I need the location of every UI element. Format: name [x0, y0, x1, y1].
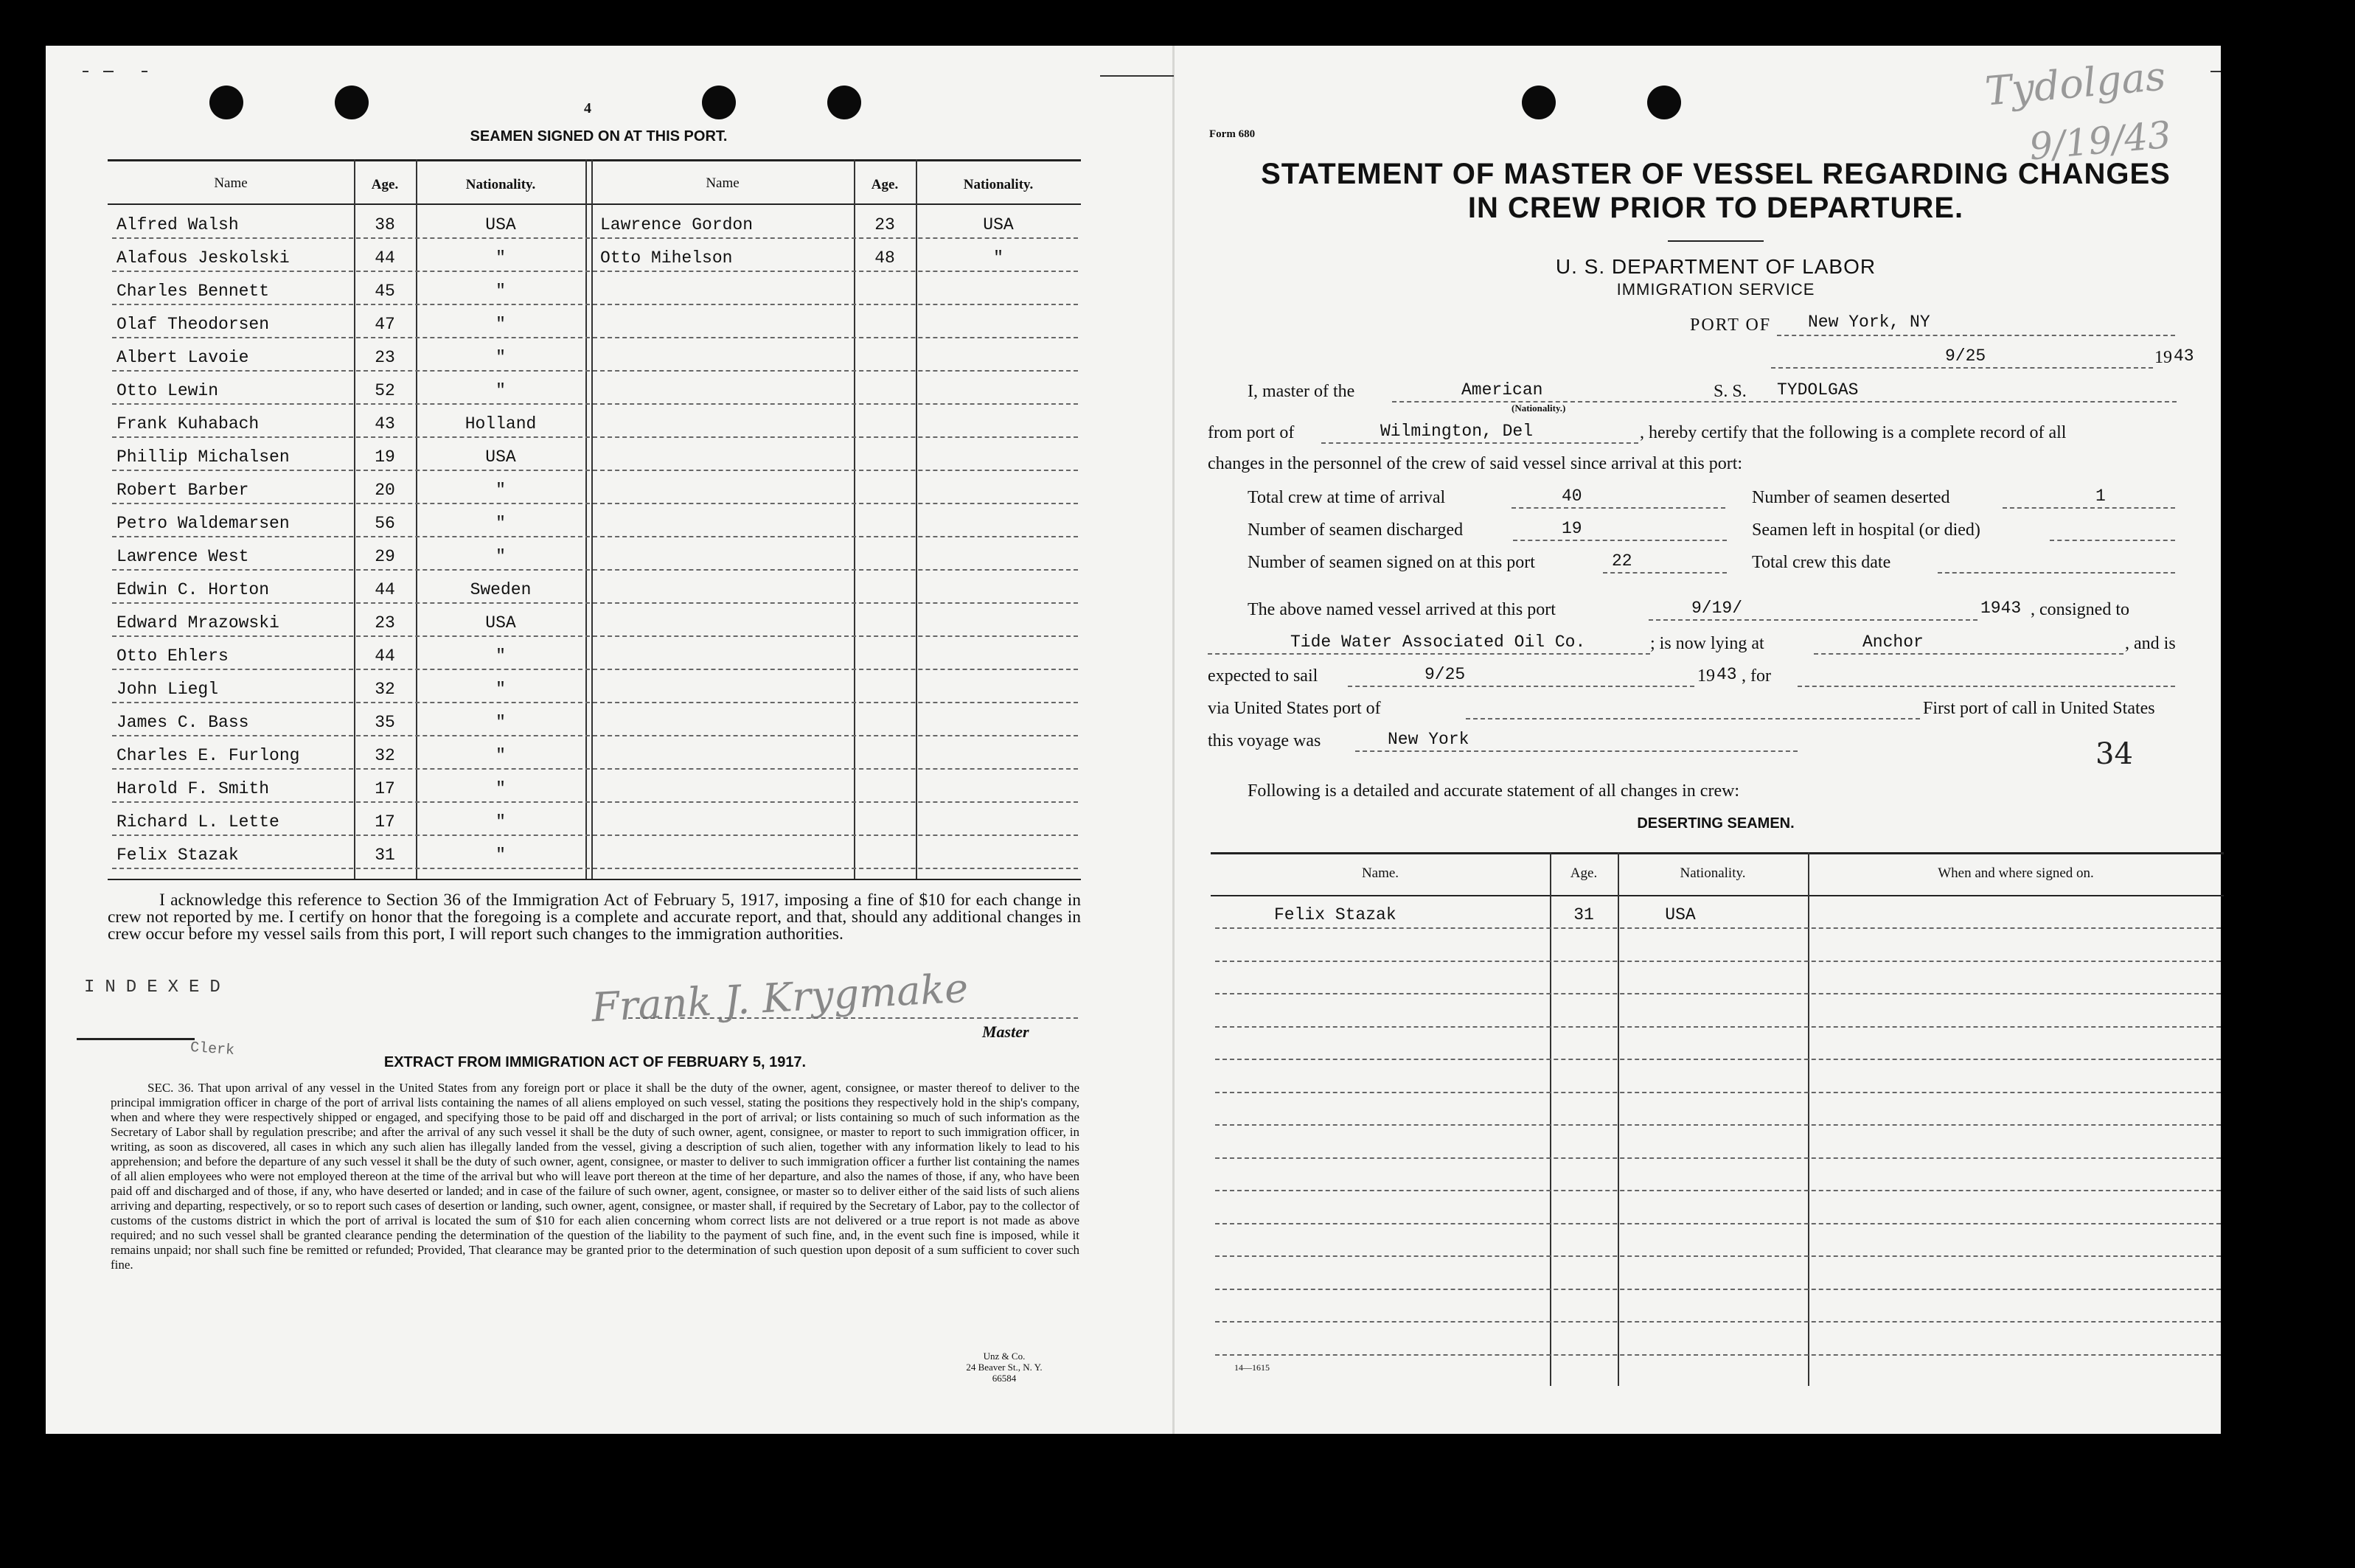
crew-age: 17 [375, 812, 395, 832]
crew-nationality: USA [485, 215, 516, 234]
table-header-rule [108, 203, 1081, 205]
margin-mark [2210, 71, 2221, 72]
row-rule [1215, 1190, 2221, 1191]
from-port-value: Wilmington, Del [1380, 422, 1534, 441]
desert-col-name: Name. [1361, 865, 1399, 881]
voyage-value: New York [1388, 730, 1469, 749]
crew-nationality: " [495, 779, 506, 798]
crew-age: 45 [375, 282, 395, 301]
signature-line [628, 1017, 1078, 1019]
department-name: U. S. DEPARTMENT OF LABOR [1555, 255, 1876, 278]
row-rule [112, 868, 1078, 869]
crew-name: Albert Lavoie [116, 348, 249, 367]
row-rule [1215, 1124, 2221, 1126]
crew-nationality: USA [485, 613, 516, 633]
acknowledgement-text: I acknowledge this reference to Section 36 of the Immigration Act of February 5, 1917, imposing a fine of $10 for each change in crew not reported by me. I certify on honor that the foregoing is a complete and accurate report, and that, should any additional changes in crew occur before my vessel sails from this port, I will report such changes to the immigration authorities. [108, 891, 1081, 944]
deserter-name: Felix Stazak [1274, 905, 1396, 924]
deserter-nationality: USA [1665, 905, 1696, 924]
crew-nationality: " [495, 348, 506, 367]
row-rule [112, 834, 1078, 836]
page-fold [1172, 46, 1175, 1434]
crew-name: Olaf Theodorsen [116, 315, 270, 334]
port-value: New York, NY [1808, 313, 1930, 332]
row-rule [112, 271, 1078, 272]
form-code: 14—1615 [1234, 1362, 1270, 1373]
row-rule [112, 237, 1078, 239]
crew-name: John Liegl [116, 680, 219, 699]
desert-table-header-rule [1211, 895, 2224, 896]
page-number: 4 [584, 100, 591, 116]
crew-name: Charles E. Furlong [116, 746, 300, 765]
crew-name: Robert Barber [116, 481, 249, 500]
margin-mark [1100, 75, 1174, 77]
lying-label: ; is now lying at [1650, 634, 1764, 653]
margin-mark [142, 71, 147, 72]
crew-name: Petro Waldemarsen [116, 514, 290, 533]
deserting-heading: DESERTING SEAMEN. [1637, 815, 1795, 832]
crew-nationality: " [495, 812, 506, 832]
row-rule [1215, 1255, 2221, 1257]
for-label: , for [1742, 666, 1771, 686]
signed-on-value: 22 [1612, 551, 1632, 571]
first-port-label: First port of call in United States [1923, 699, 2155, 718]
crew-name: Edwin C. Horton [116, 580, 270, 599]
col-header-age: Age. [371, 177, 399, 192]
vessel-name: TYDOLGAS [1777, 380, 1859, 400]
hospital-label: Seamen left in hospital (or died) [1752, 520, 1980, 540]
signed-on-label: Number of seamen signed on at this port [1248, 553, 1535, 572]
crew-name: Alafous Jeskolski [116, 248, 290, 268]
crew-age: 47 [375, 315, 395, 334]
extract-text: SEC. 36. That upon arrival of any vessel in the United States from any foreign port or place it shall be the duty of the owner, agent, consignee, or master thereof to deliver to the principal immigration officer in charge of the port of arrival lists containing the names of all aliens employed on such vessel, stating the positions they respectively hold in the ship's company, when and where they were respectively shipped or engaged, and specifying those to be paid off and discharged in the port of arrival; or lists containing so much of such information as the Secretary of Labor shall by regulation prescribe; and after the arrival of any such vessel it shall be the duty of such owner, agent, consignee, or master to report to such immigration officer, in writing, as soon as discovered, all cases in which any such alien has illegally landed from the vessel, giving a description of such alien, together with any information likely to lead to his apprehension; and before the departure of any such vessel it shall be the duty of such owner, agent, consignee, or master to deliver to such immigration officer a further list containing the names of all alien employees who were not employed thereon at the time of the arrival but who will leave port thereon at the time of her departure, and also the names of those, if any, who have been paid off and discharged and of those, if any, who have deserted or landed; and in case of the failure of such owner, agent, consignee, or master so to deliver either of the said lists of such aliens arriving and departing, respectively, or so to report such cases of desertion or landing, such owner, agent, consignee, or master shall, if required by the Secretary of Labor, pay to the collector of customs of the customs district in which the port of arrival is located the sum of $10 for each alien concerning whom correct lists are not delivered or a true report is not made as above required; and no such vessel shall be granted clearance pending the determination of the question of the liability to the payment of such fine, and, in the event such fine is imposed, while it remains unpaid; nor shall such fine be remitted or refunded; Provided, That clearance may be granted prior to the determination of such question upon deposit of a sum sufficient to cover such fine. [111, 1081, 1079, 1272]
crew-nationality: " [495, 647, 506, 666]
crew-age: 43 [375, 414, 395, 433]
printer-imprint: Unz & Co. 24 Beaver St., N. Y. 66584 [966, 1351, 1043, 1384]
row-rule [1215, 961, 2221, 962]
row-rule [112, 304, 1078, 305]
crew-nationality: " [495, 547, 506, 566]
crew-name: Edward Mrazowski [116, 613, 279, 633]
deserter-age: 31 [1573, 905, 1594, 924]
clerk-stamp: Clerk [189, 1039, 235, 1060]
row-rule [112, 536, 1078, 537]
service-name: IMMIGRATION SERVICE [1616, 280, 1815, 299]
row-rule [112, 337, 1078, 338]
sail-year-prefix: 19 [1697, 666, 1715, 686]
crew-nationality: Holland [465, 414, 537, 433]
sail-year: 43 [1716, 665, 1737, 684]
crew-name: Felix Stazak [116, 846, 239, 865]
document-sheet [46, 46, 2221, 1434]
extract-heading: EXTRACT FROM IMMIGRATION ACT OF FEBRUARY 5, 1917. [383, 1054, 807, 1070]
sail-date: 9/25 [1425, 665, 1466, 684]
consignee: Tide Water Associated Oil Co. [1290, 633, 1586, 652]
col-header-name: Name [214, 175, 248, 191]
year-prefix: 19 [2154, 348, 2172, 367]
crew-age: 32 [375, 680, 395, 699]
nationality-caption: (Nationality.) [1512, 403, 1566, 414]
row-rule [1215, 1289, 2221, 1290]
crew-age: 44 [375, 580, 395, 599]
crew-age: 23 [375, 613, 395, 633]
row-rule [112, 635, 1078, 637]
certify-text: , hereby certify that the following is a complete record of all [1640, 423, 2067, 442]
master-prefix: I, master of the [1248, 382, 1355, 401]
arrived-date: 9/19/ [1691, 599, 1743, 618]
crew-age: 20 [375, 481, 395, 500]
arrived-label: The above named vessel arrived at this port [1248, 600, 1556, 619]
deserted-value: 1 [2095, 487, 2106, 506]
row-rule [112, 403, 1078, 405]
crew-age: 29 [375, 547, 395, 566]
row-rule [1215, 1026, 2221, 1028]
crew-nationality: " [495, 846, 506, 865]
crew-name: Otto Ehlers [116, 647, 229, 666]
row-rule [1215, 1092, 2221, 1093]
crew-name: Charles Bennett [116, 282, 270, 301]
crew-name: Frank Kuhabach [116, 414, 260, 433]
signature-caption: Master [982, 1022, 1029, 1041]
crew-name: Lawrence West [116, 547, 249, 566]
crew-nationality: " [993, 248, 1003, 268]
form-title-line1: STATEMENT OF MASTER OF VESSEL REGARDING CHANGES [1261, 158, 2171, 190]
row-rule [112, 503, 1078, 504]
corner-annotation-date: 9/19/43 [2027, 113, 2173, 169]
form-title-line2: IN CREW PRIOR TO DEPARTURE. [1467, 192, 1964, 224]
crew-age: 32 [375, 746, 395, 765]
crew-age: 38 [375, 215, 395, 234]
desert-col-signed-on: When and where signed on. [1938, 865, 2094, 881]
row-rule [112, 370, 1078, 372]
indexed-stamp: INDEXED [84, 978, 231, 997]
crew-nationality: " [495, 282, 506, 301]
crew-name: Alfred Walsh [116, 215, 239, 234]
port-label: PORT OF [1690, 316, 1772, 335]
deserted-label: Number of seamen deserted [1752, 488, 1950, 507]
consigned-label: , consigned to [2031, 600, 2129, 619]
row-rule [112, 569, 1078, 571]
from-port-label: from port of [1208, 423, 1295, 442]
crew-age: 35 [375, 713, 395, 732]
crew-age: 44 [375, 647, 395, 666]
crew-nationality: " [495, 713, 506, 732]
crew-name: Otto Mihelson [600, 248, 733, 268]
crew-age: 23 [375, 348, 395, 367]
table-bottom-rule [108, 879, 1081, 880]
form-number: Form 680 [1209, 128, 1256, 140]
following-text: Following is a detailed and accurate statement of all changes in crew: [1248, 781, 1740, 801]
row-rule [112, 470, 1078, 471]
row-rule [1215, 1157, 2221, 1159]
and-is-text: , and is [2125, 634, 2176, 653]
signed-on-heading: SEAMEN SIGNED ON AT THIS PORT. [470, 128, 728, 144]
punch-hole [1522, 86, 1556, 119]
stamp-signature-line [77, 1038, 195, 1040]
row-rule [112, 669, 1078, 670]
table-top-rule [108, 159, 1081, 161]
row-rule [112, 735, 1078, 736]
crew-nationality: USA [485, 447, 516, 467]
punch-hole [827, 86, 861, 119]
vessel-nationality: American [1461, 380, 1543, 400]
crew-age: 19 [375, 447, 395, 467]
col-header-age: Age. [871, 177, 899, 192]
row-rule [112, 702, 1078, 703]
margin-number: 34 [2095, 737, 2133, 771]
discharged-value: 19 [1562, 519, 1582, 538]
via-label: via United States port of [1208, 699, 1381, 718]
crew-age: 52 [375, 381, 395, 400]
row-rule [1215, 1223, 2221, 1224]
crew-name: Phillip Michalsen [116, 447, 290, 467]
expected-label: expected to sail [1208, 666, 1318, 686]
crew-age: 56 [375, 514, 395, 533]
punch-hole [1647, 86, 1681, 119]
corner-annotation-vessel: Tydolgas [1983, 52, 2168, 115]
arrived-year: 1943 [1980, 599, 2022, 618]
row-rule [112, 436, 1078, 438]
total-crew-arrival-value: 40 [1562, 487, 1582, 506]
crew-age: 48 [874, 248, 895, 268]
crew-age: 23 [874, 215, 895, 234]
punch-hole [209, 86, 243, 119]
crew-name: James C. Bass [116, 713, 249, 732]
total-today-label: Total crew this date [1752, 553, 1891, 572]
margin-mark [83, 71, 88, 72]
row-rule [1215, 993, 2221, 994]
crew-name: Harold F. Smith [116, 779, 270, 798]
crew-nationality: " [495, 746, 506, 765]
report-date: 9/25 [1945, 346, 1986, 366]
row-rule [1215, 927, 2221, 929]
desert-col-nationality: Nationality. [1680, 865, 1746, 881]
crew-name: Otto Lewin [116, 381, 219, 400]
row-rule [1215, 1354, 2221, 1356]
crew-nationality: USA [983, 215, 1014, 234]
lying-at: Anchor [1862, 633, 1924, 652]
row-rule [1215, 1059, 2221, 1060]
row-rule [1215, 1321, 2221, 1323]
margin-mark [103, 71, 114, 72]
crew-nationality: " [495, 315, 506, 334]
report-year: 43 [2174, 346, 2194, 366]
row-rule [112, 768, 1078, 770]
desert-table-top-rule [1211, 852, 2224, 854]
crew-nationality: Sweden [470, 580, 532, 599]
crew-nationality: " [495, 481, 506, 500]
col-header-nationality: Nationality. [465, 177, 536, 192]
crew-nationality: " [495, 381, 506, 400]
crew-name: Lawrence Gordon [600, 215, 754, 234]
crew-nationality: " [495, 514, 506, 533]
ss-label: S. S. [1714, 382, 1747, 401]
punch-hole [702, 86, 736, 119]
certify-text-2: changes in the personnel of the crew of said vessel since arrival at this port: [1208, 454, 1743, 473]
crew-nationality: " [495, 248, 506, 268]
crew-age: 31 [375, 846, 395, 865]
crew-name: Richard L. Lette [116, 812, 279, 832]
punch-hole [335, 86, 369, 119]
title-underline [1668, 240, 1764, 242]
col-header-name: Name [706, 175, 740, 191]
desert-col-age: Age. [1570, 865, 1598, 881]
total-crew-arrival-label: Total crew at time of arrival [1248, 488, 1446, 507]
crew-age: 44 [375, 248, 395, 268]
row-rule [112, 602, 1078, 604]
row-rule [112, 801, 1078, 803]
voyage-label: this voyage was [1208, 731, 1321, 750]
discharged-label: Number of seamen discharged [1248, 520, 1464, 540]
crew-nationality: " [495, 680, 506, 699]
col-header-nationality: Nationality. [963, 177, 1034, 192]
crew-age: 17 [375, 779, 395, 798]
master-signature: Frank J. Krygmake [590, 964, 970, 1031]
